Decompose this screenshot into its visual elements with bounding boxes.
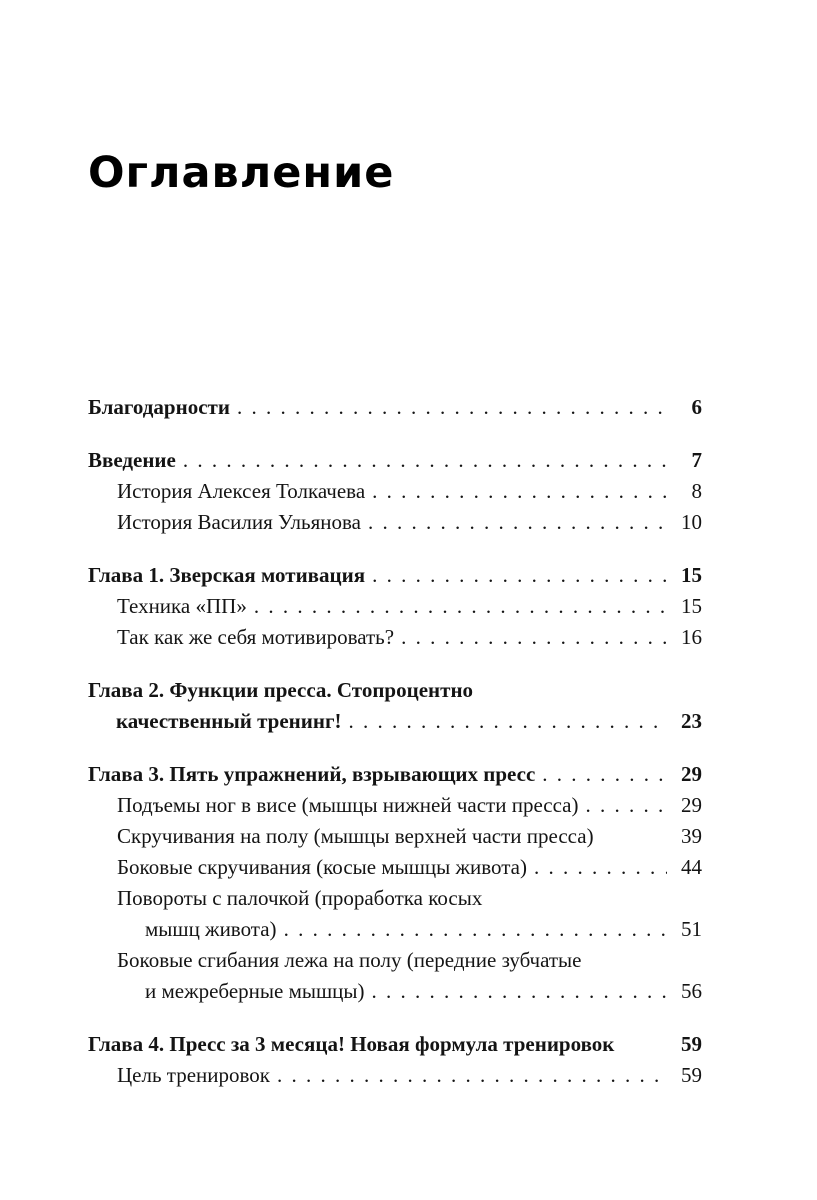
toc-entry-line	[88, 706, 702, 737]
toc-page-number: 44	[681, 855, 702, 879]
toc-entry-line	[117, 852, 702, 883]
toc-page-number: 59	[681, 1063, 702, 1087]
toc-entry-label: Глава 1. Зверская мотивация	[88, 563, 366, 587]
toc-dot-leader	[183, 445, 667, 476]
toc-entry-label: и межреберные мышцы)	[145, 979, 365, 1003]
toc-dot-leader	[237, 392, 667, 423]
toc-dot-leader	[284, 914, 667, 945]
toc-page-number: 23	[681, 709, 702, 733]
toc-entry	[88, 790, 702, 821]
toc-entry-text: Боковые сгибания лежа на полу (передние зубчатые	[117, 948, 582, 972]
toc-page-number: 56	[681, 979, 702, 1003]
toc-dot-leader	[372, 976, 668, 1007]
toc-entry	[88, 560, 702, 591]
toc-entry-label: Цель тренировок	[117, 1063, 270, 1087]
toc-entry-label: Скручивания на полу (мышцы верхней части пресса)	[117, 824, 594, 848]
toc-dot-leader	[372, 560, 667, 591]
toc-page-number: 7	[691, 448, 702, 472]
toc-dot-leader	[254, 591, 667, 622]
toc-page-number: 29	[681, 793, 702, 817]
toc-entry	[88, 476, 702, 507]
toc-entry-text: Повороты с палочкой (проработка косых	[117, 886, 483, 910]
toc-entry-line	[88, 759, 702, 790]
toc-page-number: 10	[681, 510, 702, 534]
toc-entry-line	[88, 392, 702, 423]
toc-page-number: 6	[691, 395, 702, 419]
toc-entry	[88, 507, 702, 538]
toc-entry-line	[88, 1029, 702, 1060]
toc-entry	[88, 759, 702, 790]
toc-entry	[88, 675, 702, 737]
toc-entry-line	[117, 476, 702, 507]
toc-entry-line	[117, 507, 702, 538]
toc-dot-leader	[368, 507, 667, 538]
toc-page-number: 16	[681, 625, 702, 649]
toc-page-number: 59	[681, 1032, 702, 1056]
toc-dot-leader	[372, 476, 667, 507]
toc-dot-leader	[349, 706, 667, 737]
toc-entry-label: Боковые скручивания (косые мышцы живота)	[117, 855, 527, 879]
toc-entry-label: Подъемы ног в висе (мышцы нижней части пресса)	[117, 793, 579, 817]
toc-entry-label: качественный тренинг!	[116, 709, 342, 733]
toc-entry-line	[117, 1060, 702, 1091]
toc-entry-label: История Алексея Толкачева	[117, 479, 366, 503]
toc-entry	[88, 883, 702, 945]
toc-entry-line	[117, 976, 702, 1007]
toc-entry	[88, 821, 702, 852]
toc-entry-line	[88, 445, 702, 476]
toc-dot-leader	[277, 1060, 667, 1091]
toc-entry	[88, 1060, 702, 1091]
toc-page-number: 8	[691, 479, 702, 503]
toc-entry	[88, 591, 702, 622]
toc-dot-leader	[586, 790, 668, 821]
toc-entry	[88, 852, 702, 883]
toc-entry-label: Техника «ПП»	[117, 594, 247, 618]
toc-page-number: 39	[681, 824, 702, 848]
toc-entry-label: Введение	[88, 448, 176, 472]
toc-entry-label: Глава 3. Пять упражнений, взрывающих пресс	[88, 762, 536, 786]
toc-entry-label: История Василия Ульянова	[117, 510, 361, 534]
toc-entry	[88, 945, 702, 1007]
toc-entry-line	[117, 914, 702, 945]
toc-dot-leader	[534, 852, 667, 883]
toc-entry-label: Благодарности	[88, 395, 230, 419]
toc-page-number: 29	[681, 762, 702, 786]
toc-entry-line	[117, 790, 702, 821]
toc-entry	[88, 392, 702, 423]
toc-entry-line	[117, 591, 702, 622]
toc-entry-line	[117, 821, 702, 852]
toc-page-number: 15	[681, 594, 702, 618]
toc-entry	[88, 622, 702, 653]
table-of-contents	[88, 392, 702, 1091]
toc-page-number: 51	[681, 917, 702, 941]
toc-dot-leader	[401, 622, 667, 653]
toc-dot-leader	[542, 759, 667, 790]
toc-entry-line	[88, 560, 702, 591]
toc-entry-line	[117, 622, 702, 653]
toc-entry	[88, 1029, 702, 1060]
toc-entry-label: Так как же себя мотивировать?	[117, 625, 395, 649]
toc-entry-label: Глава 4. Пресс за 3 месяца! Новая формула тренировок	[88, 1032, 615, 1056]
toc-entry-label: мышц живота)	[145, 917, 277, 941]
toc-entry	[88, 445, 702, 476]
page-title: Оглавление	[88, 148, 395, 198]
toc-page-number: 15	[681, 563, 702, 587]
toc-entry-text: Глава 2. Функции пресса. Стопроцентно	[88, 678, 474, 702]
